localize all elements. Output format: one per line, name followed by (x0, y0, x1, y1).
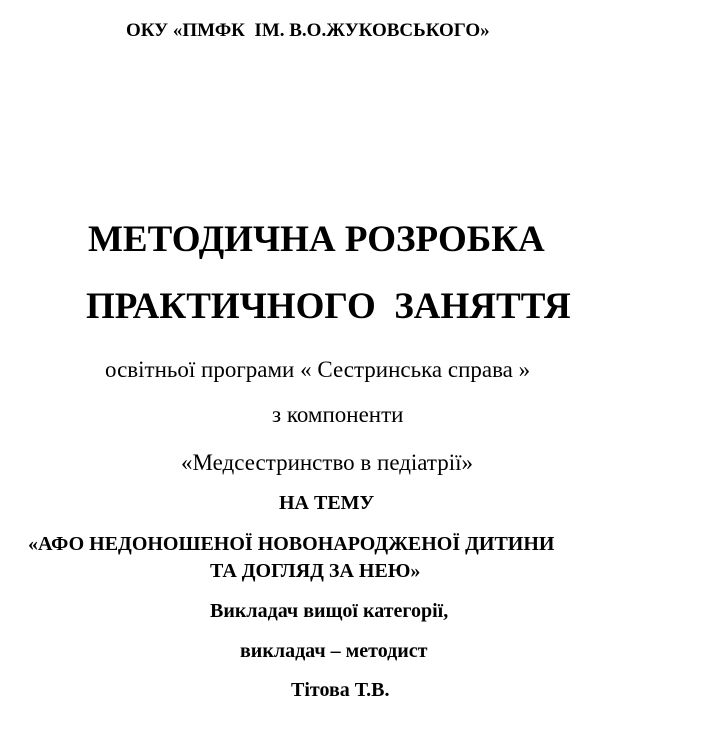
program-line: освітньої програми « Сестринська справа » (105, 357, 531, 382)
document-title-line-2: ПРАКТИЧНОГО ЗАНЯТТЯ (86, 286, 571, 327)
component-name: «Медсестринство в педіатрії» (181, 450, 474, 475)
institution-name: ОКУ «ПМФК ІМ. В.О.ЖУКОВСЬКОГО» (126, 20, 490, 41)
author-rank: Викладач вищої категорії, (210, 600, 449, 622)
topic-label: НА ТЕМУ (279, 492, 375, 514)
document-title-line-1: МЕТОДИЧНА РОЗРОБКА (88, 219, 545, 260)
topic-title-line-1: «АФО НЕДОНОШЕНОЇ НОВОНАРОДЖЕНОЇ ДИТИНИ (28, 533, 555, 555)
component-label: з компоненти (272, 402, 404, 427)
topic-title-line-2: ТА ДОГЛЯД ЗА НЕЮ» (210, 560, 421, 582)
author-name: Тітова Т.В. (291, 679, 390, 701)
author-position: викладач – методист (240, 640, 428, 662)
